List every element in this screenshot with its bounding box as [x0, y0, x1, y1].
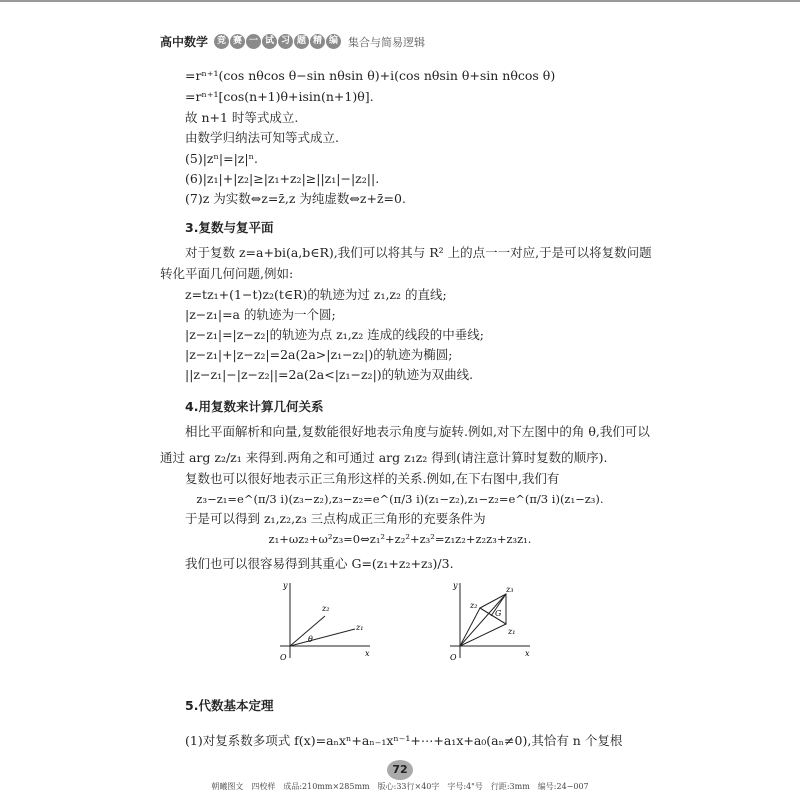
text-line: (6)|z₁|+|z₂|≥|z₁+z₂|≥||z₁|−|z₂||. — [185, 171, 380, 186]
chapter-title: 集合与简易逻辑 — [348, 35, 426, 49]
page-number: 72 — [387, 760, 413, 780]
y-label: y — [453, 581, 458, 590]
z1-label: z₁ — [356, 623, 364, 632]
text-line: 故 n+1 时等式成立. — [185, 110, 299, 125]
median — [480, 608, 506, 624]
paragraph: 相比平面解析和向量,复数能很好地表示角度与旋转.例如,对下左图中的角 θ,我们可以 — [185, 424, 650, 439]
z2-label: z₂ — [322, 604, 330, 613]
paragraph: 通过 arg z₂/z₁ 来得到.两角之和可通过 arg z₁z₂ 得到(请注意计算时复数的顺序). — [160, 450, 608, 465]
print-footer: 朝曦图文 四校样 成品:210mm×285mm 版心:33行×40字 字号:4"号 行距:3mm 编号:24−007 — [211, 782, 589, 791]
text-line: (7)z 为实数⇔z=z̄,z 为纯虚数⇔z+z̄=0. — [185, 191, 406, 206]
g-label: G — [495, 609, 502, 618]
paragraph: 复数也可以很好地表示正三角形这样的关系.例如,在下右图中,我们有 — [185, 471, 560, 486]
equation: z₃−z₁=e^(π/3 i)(z₃−z₂),z₃−z₂=e^(π/3 i)(z₁−z₂),z₁−z₂=e^(π/3 i)(z₁−z₃). — [196, 492, 604, 506]
paragraph: 转化平面几何问题,例如: — [160, 266, 294, 281]
text-line: (5)|zⁿ|=|z|ⁿ. — [185, 151, 258, 166]
equation: z₁+ωz₂+ω²z₃=0⇔z₁²+z₂²+z₃²=z₁z₂+z₂z₃+z₃z₁. — [268, 532, 532, 546]
series-badge: 习 — [278, 34, 293, 49]
right-figure — [440, 578, 540, 668]
text-line: |z−z₁|=|z−z₂|的轨迹为点 z₁,z₂ 连成的线段的中垂线; — [185, 327, 484, 342]
z1-label: z₁ — [508, 627, 516, 636]
vector-z1 — [460, 624, 506, 646]
running-header — [160, 33, 425, 50]
series-badge: 一 — [246, 34, 261, 49]
series-badge: 试 — [262, 34, 277, 49]
section-heading: 4.用复数来计算几何关系 — [185, 399, 324, 414]
z3-label: z₃ — [506, 585, 514, 594]
text-line: 由数学归纳法可知等式成立. — [185, 130, 339, 145]
paragraph: 我们也可以很容易得到其重心 G=(z₁+z₂+z₃)/3. — [185, 556, 454, 571]
section-heading: 3.复数与复平面 — [185, 220, 274, 235]
text-line: z=tz₁+(1−t)z₂(t∈R)的轨迹为过 z₁,z₂ 的直线; — [185, 287, 447, 302]
series-badge: 竞 — [214, 34, 229, 49]
text-line: ||z−z₁|−|z−z₂||=2a(2a<|z₁−z₂|)的轨迹为双曲线. — [185, 367, 474, 382]
z2-label: z₂ — [470, 601, 478, 610]
text-line: =rⁿ⁺¹(cos nθcos θ−sin nθsin θ)+i(cos nθsin θ+sin nθcos θ) — [185, 68, 556, 83]
origin-label: O — [450, 653, 457, 662]
y-label: y — [283, 581, 288, 590]
series-badge: 精 — [310, 34, 325, 49]
series-badge: 赛 — [230, 34, 245, 49]
left-figure — [270, 578, 380, 668]
origin-label: O — [280, 653, 287, 662]
top-border — [0, 0, 800, 2]
section-heading: 5.代数基本定理 — [185, 698, 274, 713]
x-label: x — [365, 649, 370, 658]
theta-label: θ — [308, 635, 313, 644]
series-badge: 编 — [326, 34, 341, 49]
paragraph: (1)对复系数多项式 f(x)=aₙxⁿ+aₙ₋₁xⁿ⁻¹+⋯+a₁x+a₀(aₙ≠0),其恰有 n 个复根 — [185, 733, 623, 748]
paragraph: 于是可以得到 z₁,z₂,z₃ 三点构成正三角形的充要条件为 — [185, 511, 486, 526]
series-badge: 题 — [294, 34, 309, 49]
text-line: |z−z₁|+|z−z₂|=2a(2a>|z₁−z₂|)的轨迹为椭圆; — [185, 347, 453, 362]
paragraph: 对于复数 z=a+bi(a,b∈R),我们可以将其与 R² 上的点一一对应,于是可以将复数问题 — [185, 245, 652, 260]
text-line: |z−z₁|=a 的轨迹为一个圆; — [185, 307, 336, 322]
text-line: =rⁿ⁺¹[cos(n+1)θ+isin(n+1)θ]. — [185, 89, 374, 104]
x-label: x — [525, 649, 530, 658]
book-title: 高中数学 — [160, 35, 209, 49]
